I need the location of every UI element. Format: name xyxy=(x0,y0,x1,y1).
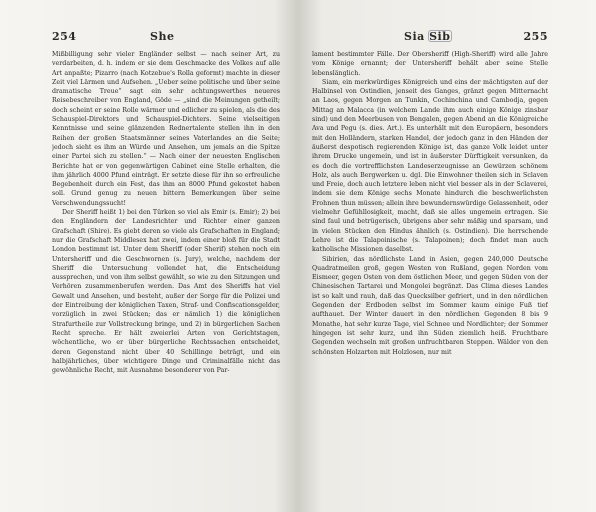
left-page-number: 254 xyxy=(52,30,77,43)
paragraph-sheridan: Mißbilligung sehr vieler Engländer selbst — nach seiner Art, zu verdarbeiten, d. h. indem er sie dem Geschmacke des Volkes auf alle Art anpaßte; Pizarro (nach Kotzebue's Rolla geformt) machte in dieser Zeit viel Lärmen und Aufsehen. „Ueber seine politische und über seine dramatische Treue“ sagt ein sehr achtungswerthes neueres Reisebeschreiber von England, Göde — „sind die Meinungen getheilt; doch scheint er seine Rolle wärmer und edlicher zu spielen, als die des Schauspiel-Direktors und Schauspiel-Dichters. Seine vielseitigen Kenntnisse und seine glänzenden Rednertalente stellen ihn in den Reihen der großen Staatsmänner seines Vaterlandes an die Seite; jedoch sieht es ihm an Würde und Ansehen, um jemals an die Spitze einer Partei sich zu stellen.“ — Nach einer der neuesten Englischen Berichte hat er von gegenwärtigen Cabinet eine Stelle erhalten, die ihm jährlich 4000 Pfund einträgt. Er setzte diese für ihn so erfreuliche Begebenheit durch ein Fest, das ihm an 8000 Pfund gekostet haben soll. Grund genug zu neuen bittern Bemerkungen über seine Verschwendungssucht! xyxy=(52,51,280,207)
left-running-head: She xyxy=(150,30,175,43)
right-page xyxy=(312,30,548,492)
left-page-body xyxy=(52,50,280,375)
paragraph-sheriff-cont: lament bestimmter Fälle. Der Obersheriff (High-Sheriff) wird alle Jahre vom Könige ernannt; der Untersheriff behält aber seine Stelle lebenslänglich. xyxy=(312,51,548,77)
paragraph-siam: Siam, ein merkwürdiges Königreich und eins der mächtigsten auf der Halbinsel von Ostindien, jenseit des Ganges, gränzt gegen Mitternacht an Laos, gegen Morgen an Tunkin, Cochinchina und Cambodja, gegen Mittag an Malacca (in welchem Lande ihm auch einige Könige zinsbar sind) und den Meerbusen von Bengalen, gegen Abend an die Königreiche Ava und Pegu (s. dies. Art.). Es unterhält mit den Europäern, besonders mit den Holländern, starken Handel, der jedoch ganz in den Händen der äußerst despotisch regierenden Könige ist, das ganze Volk leidet unter ihrem Drucke ungemein, und ist in äußerster Dürftigkeit versunken, da es doch die vortrefflichsten Landeserzeugnisse an Gewürzen schönem Holz, als auch Bergwerken u. dgl. Die Einwohner theilen sich in Sclaven und Freie, doch auch letztere leben nicht viel besser als in der Sclaverei, indem sie dem Könige sechs Monate hindurch die beschwerlichsten Frohnen thun müssen; allein ihre bewundernswürdige Gelassenheit, oder vielmehr Gefühllosigkeit, macht, daß sie alles ungemein ertragen. Sie sind faul und betrügerisch, übrigens aber sehr mäßig und sparsam, und in vielen Stücken den Hindus ähnlich (s. Ostindien). Die herrschende Lehre ist die Talapoinische (s. Talapoinen); doch findet man auch katholische Missionen daselbst. xyxy=(312,78,548,254)
right-page-number: 255 xyxy=(523,30,548,43)
paragraph-sheriff: Der Sheriff heißt 1) bei den Türken so viel als Emir (s. Emir); 2) bei den Engländern der Landesrichter und Richter einer ganzen Grafschaft (Shire). Es giebt deren so viele als Grafschaften in England; nur die Grafschaft Middlesex hat zwei, indem einer bloß für die Stadt London bestimmt ist. Unter dem Sheriff (oder Sherif) stehen noch ein Untersheriff und die Geschwornen (s. Jury), welche, nachdem der Sheriff die Untersuchung vollendet hat, die Entscheidung aussprechen, und von ihm selbst gewählt, so wie zu den Sitzungen und Verhören zusammenberufen werden. Das Amt des Sheriffs hat viel Gewalt und Ansehen, und besteht, außer der Sorge für die Polizei und der Eintreibung der königlichen Taxen, Straf- und Confiscationsgelder, vorzüglich in zwei Stücken; das er nämlich 1) die königlichen Strafurtheile zur Vollstreckung bringe, und 2) in bürgerlichen Sachen Recht spreche. Er hält zweierlei Arten von Gerichtstagen, wöchentliche, wo er über bürgerliche Rechtssachen entscheidet, deren Gegenstand nicht über 40 Schillinge beträgt, und ein halbjährliches, über wichtigere Dinge und Criminalfälle nicht das gewöhnliche Recht, mit Ausnahme besonderer von Par- xyxy=(52,209,280,375)
right-page-header xyxy=(312,30,548,46)
right-running-head: Sia Sib xyxy=(404,30,451,43)
left-page xyxy=(52,30,280,492)
right-page-body xyxy=(312,50,548,357)
left-page-header xyxy=(52,30,280,46)
paragraph-sibirien: Sibirien, das nördlichste Land in Asien, gegen 240,000 Deutsche Quadratmeilen groß, gegen Westen von Rußland, gegen Norden vom Eismeer, gegen Osten von dem östlichen Meer, und gegen Süden von der Chinesischen Tartarei und Mongolei begränzt. Das Clima dieses Landes ist so kalt und rauh, daß das Quecksilber gefriert, und in den nördlichen Gegenden der Erdboden selbst im Sommer kaum einige Fuß tief aufthauet. Der Winter dauert in den nördlichen Gegenden 8 bis 9 Monathe, hat sehr kurze Tage, viel Schnee und Nordlichter; der Sommer hingegen ist sehr kurz, und ihn Süden ziemlich heiß. Fruchtbare Gegenden wechseln mit großen unfruchtbaren Steppen. Wälder von den schönsten Holzarten mit Holzlosen, nur mit xyxy=(312,255,548,356)
